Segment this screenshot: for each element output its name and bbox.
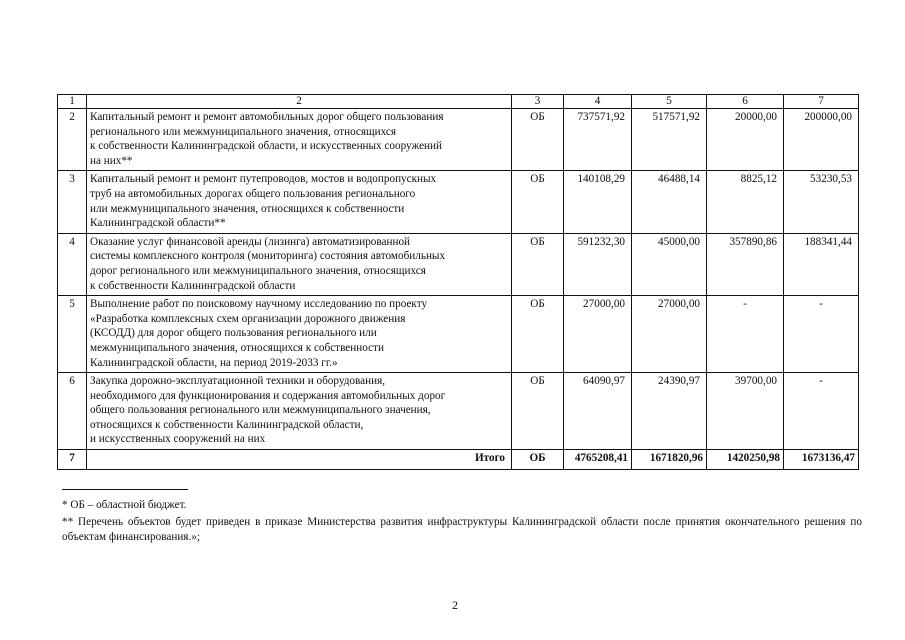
row-description: Оказание услуг финансовой аренды (лизинга) автоматизированной системы комплексного контроля (мониторинга) состояния автомобильных дорог регионального или межмуниципального значения, относящихся к собственности Калининградской области: [87, 233, 512, 295]
row-col-5: 24390,97: [632, 373, 707, 450]
total-source: ОБ: [512, 450, 564, 470]
table-row: [58, 171, 859, 233]
row-source: ОБ: [512, 373, 564, 450]
row-number: 3: [58, 171, 87, 233]
table-row: [58, 373, 859, 450]
row-description: Выполнение работ по поисковому научному исследованию по проекту «Разработка комплексных схем организации дорожного движения (КСОДД) для дорог общего пользования регионального или межмуниципального значения, относящихся к собственности Калининградской области, на период 2019-2033 гг.»: [87, 296, 512, 373]
row-col-4: 27000,00: [564, 296, 632, 373]
table-row: [58, 296, 859, 373]
total-label: Итого: [87, 450, 512, 470]
row-col-7: 200000,00: [784, 109, 859, 171]
total-row: [58, 450, 859, 470]
row-col-7: -: [784, 296, 859, 373]
row-col-4: 591232,30: [564, 233, 632, 295]
footnote-separator: [62, 489, 188, 490]
row-source: ОБ: [512, 296, 564, 373]
row-col-6: 20000,00: [707, 109, 784, 171]
row-col-7: 53230,53: [784, 171, 859, 233]
total-col-4: 4765208,41: [564, 450, 632, 470]
table-header-row: [58, 95, 859, 109]
footnote-1: * ОБ – областной бюджет.: [62, 499, 187, 511]
header-col-3: 3: [512, 95, 564, 109]
header-col-4: 4: [564, 95, 632, 109]
row-col-4: 64090,97: [564, 373, 632, 450]
header-col-2: 2: [87, 95, 512, 109]
row-col-5: 46488,14: [632, 171, 707, 233]
header-col-5: 5: [632, 95, 707, 109]
header-col-6: 6: [707, 95, 784, 109]
table-row: [58, 109, 859, 171]
total-col-5: 1671820,96: [632, 450, 707, 470]
row-source: ОБ: [512, 109, 564, 171]
row-col-6: -: [707, 296, 784, 373]
total-col-7: 1673136,47: [784, 450, 859, 470]
row-col-5: 45000,00: [632, 233, 707, 295]
row-number: 4: [58, 233, 87, 295]
page-number: 2: [452, 598, 458, 612]
row-number: 6: [58, 373, 87, 450]
row-col-7: -: [784, 373, 859, 450]
row-description: Капитальный ремонт и ремонт автомобильных дорог общего пользования регионального или межмуниципального значения, относящихся к собственности Калининградской области, и искусственных сооружений на них**: [87, 109, 512, 171]
row-col-7: 188341,44: [784, 233, 859, 295]
row-source: ОБ: [512, 233, 564, 295]
budget-table: [57, 94, 859, 470]
total-col-6: 1420250,98: [707, 450, 784, 470]
row-description: Капитальный ремонт и ремонт путепроводов, мостов и водопропускных труб на автомобильных дорогах общего пользования регионального или межмуниципального значения, относящихся к собственности Калининградской области**: [87, 171, 512, 233]
row-description: Закупка дорожно-эксплуатационной техники и оборудования, необходимого для функционирования и содержания автомобильных дорог общего пользования регионального или межмуниципального значения, относящихся к собственности Калининградской области, и искусственных сооружений на них: [87, 373, 512, 450]
header-col-7: 7: [784, 95, 859, 109]
row-col-6: 8825,12: [707, 171, 784, 233]
row-number: 2: [58, 109, 87, 171]
footnote-2: ** Перечень объектов будет приведен в приказе Министерства развития инфраструктуры Калининградской области после принятия окончательного решения по объектам финансирования.»;: [62, 516, 862, 543]
total-row-number: 7: [58, 450, 87, 470]
header-col-1: 1: [58, 95, 87, 109]
row-number: 5: [58, 296, 87, 373]
row-col-4: 737571,92: [564, 109, 632, 171]
row-col-6: 357890,86: [707, 233, 784, 295]
row-col-5: 517571,92: [632, 109, 707, 171]
table-row: [58, 233, 859, 295]
row-col-4: 140108,29: [564, 171, 632, 233]
row-source: ОБ: [512, 171, 564, 233]
row-col-5: 27000,00: [632, 296, 707, 373]
row-col-6: 39700,00: [707, 373, 784, 450]
